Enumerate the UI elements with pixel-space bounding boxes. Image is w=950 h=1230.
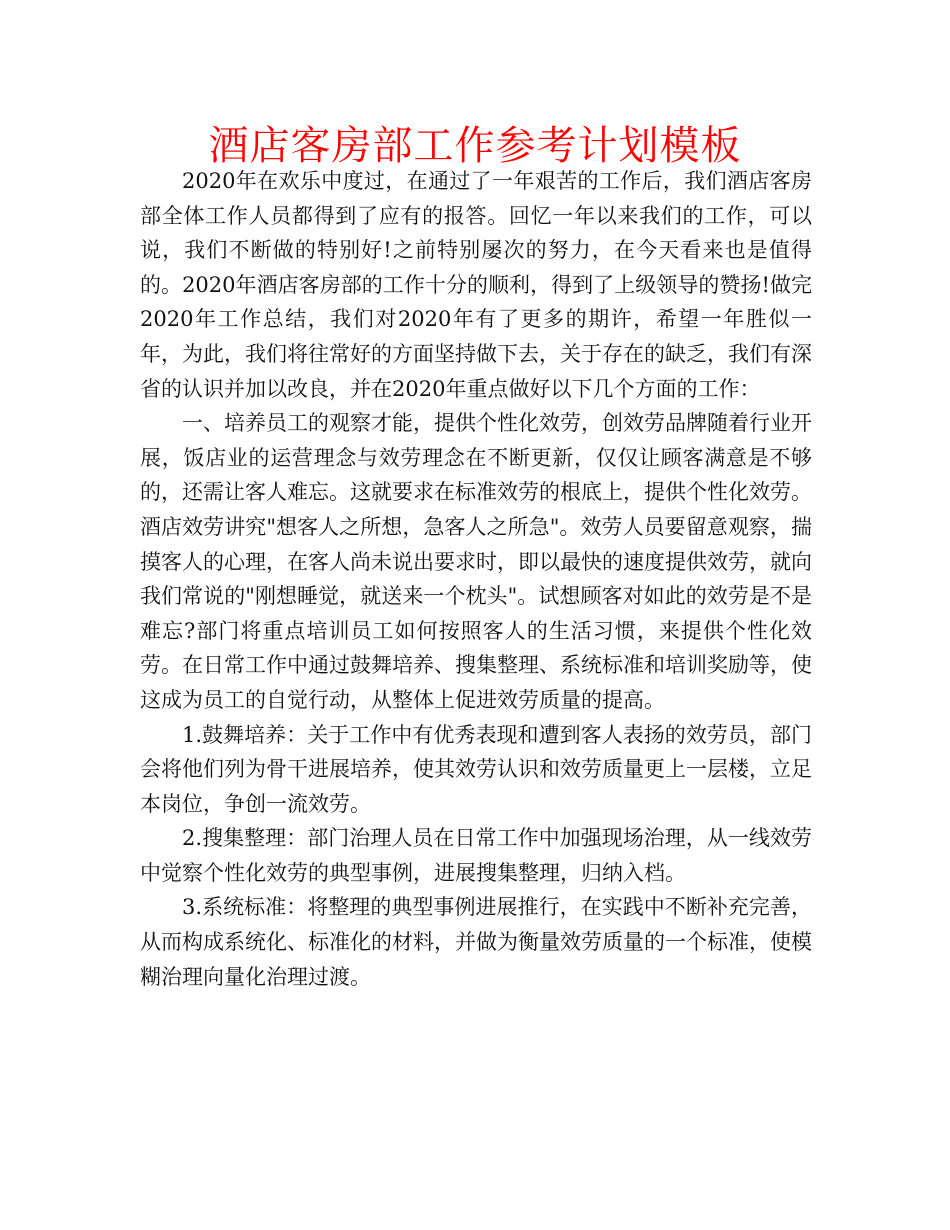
paragraph-item-2: 2.搜集整理：部门治理人员在日常工作中加强现场治理，从一线效劳中觉察个性化效劳的典型事例，进展搜集整理，归纳入档。 <box>140 826 812 885</box>
paragraph-item-3: 3.系统标准：将整理的典型事例进展推行，在实践中不断补充完善，从而构成系统化、标准化的材料，并做为衡量效劳质量的一个标准，使模糊治理向量化治理过渡。 <box>140 895 812 989</box>
paragraph-item-1: 1.鼓舞培养：关于工作中有优秀表现和遭到客人表扬的效劳员，部门会将他们列为骨干进展培养，使其效劳认识和效劳质量更上一层楼，立足本岗位，争创一流效劳。 <box>140 722 812 816</box>
document-body <box>140 164 812 994</box>
document-title: 酒店客房部工作参考计划模板 <box>208 123 742 169</box>
paragraph-intro: 2020年在欢乐中度过，在通过了一年艰苦的工作后，我们酒店客房部全体工作人员都得到了应有的报答。回忆一年以来我们的工作，可以说，我们不断做的特别好!之前特别屡次的努力，在今天看来也是值得的。2020年酒店客房部的工作十分的顺利，得到了上级领导的赞扬!做完2020年工作总结，我们对2020年有了更多的期许，希望一年胜似一年，为此，我们将往常好的方面坚持做下去，关于存在的缺乏，我们有深省的认识并加以改良，并在2020年重点做好以下几个方面的工作： <box>140 169 812 401</box>
paragraph-section-one: 一、培养员工的观察才能，提供个性化效劳，创效劳品牌随着行业开展，饭店业的运营理念与效劳理念在不断更新，仅仅让顾客满意是不够的，还需让客人难忘。这就要求在标准效劳的根底上，提供个性化效劳。酒店效劳讲究"想客人之所想，急客人之所急"。效劳人员要留意观察，揣摸客人的心理，在客人尚未说出要求时，即以最快的速度提供效劳，就向我们常说的"刚想睡觉，就送来一个枕头"。试想顾客对如此的效劳是不是难忘?部门将重点培训员工如何按照客人的生活习惯，来提供个性化效劳。在日常工作中通过鼓舞培养、搜集整理、系统标准和培训奖励等，使这成为员工的自觉行动，从整体上促进效劳质量的提高。 <box>140 411 812 712</box>
